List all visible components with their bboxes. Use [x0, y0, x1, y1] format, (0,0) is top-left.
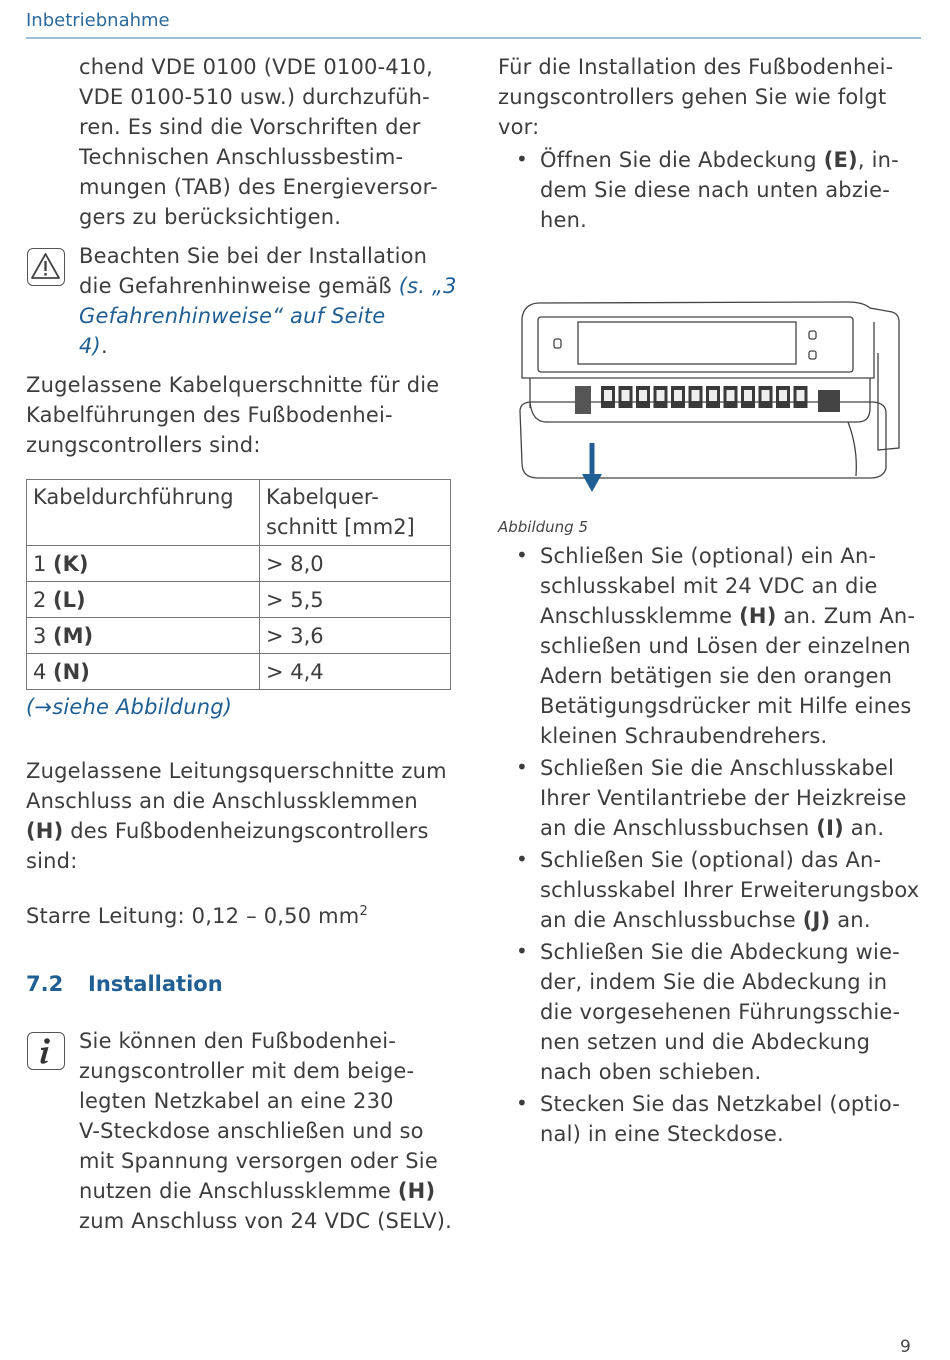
text-line [26, 400, 439, 430]
text-segment: zungscontroller mit dem beige- [79, 1059, 415, 1083]
text-segment: die vorgesehenen Führungsschie- [540, 1000, 901, 1024]
paragraph-wire-intro [26, 756, 447, 876]
cable-entry-number: 2 [33, 587, 54, 612]
text-line [26, 756, 447, 786]
text-segment: (H) [26, 819, 64, 843]
text-line [26, 816, 447, 846]
cable-entry-letter: (L) [53, 587, 86, 612]
text-line [498, 52, 893, 82]
text-segment: zungscontrollers gehen Sie wie folgt [498, 85, 887, 109]
text-segment: mit Spannung versorgen oder Sie [79, 1149, 438, 1173]
text-segment: Schließen Sie (optional) das An- [540, 848, 882, 872]
text-segment: sind: [26, 849, 78, 873]
cable-table [26, 479, 451, 690]
text-segment: an. [830, 908, 871, 932]
text-segment: , in- [857, 148, 899, 172]
table-row [27, 654, 451, 690]
running-header: Inbetriebnahme [26, 10, 170, 31]
header-rule [26, 37, 921, 39]
bullet-icon: • [516, 939, 528, 963]
section-title: Installation [88, 972, 223, 996]
text-line [540, 813, 907, 843]
text-segment: Technischen Anschlussbestim- [79, 145, 404, 169]
cross-reference-link[interactable]: (s. „3 [398, 274, 457, 298]
paragraph-install-intro [498, 52, 893, 142]
cable-entry-number: 1 [33, 551, 54, 576]
bullet-icon: • [516, 847, 528, 871]
text-segment: Öffnen Sie die Abdeckung [540, 148, 824, 172]
text-line [79, 1056, 452, 1086]
cross-section-cell: > 5,5 [260, 582, 451, 618]
text-segment: die Gefahrenhinweise gemäß [79, 274, 399, 298]
text-segment: schließen und Lösen der einzelnen [540, 634, 911, 658]
text-line [540, 541, 915, 571]
text-line [540, 721, 915, 751]
superscript: 2 [359, 904, 368, 919]
info-icon [27, 1032, 65, 1070]
text-segment: Für die Installation des Fußbodenhei- [498, 55, 894, 79]
text-segment: hen. [540, 208, 588, 232]
text-line [79, 1206, 452, 1236]
cable-entry-cell [27, 618, 260, 654]
text-line [540, 1027, 900, 1057]
text-line [540, 691, 915, 721]
text-line [540, 571, 915, 601]
terminal-socket-window [639, 390, 647, 401]
cross-section-cell: > 4,4 [260, 654, 451, 690]
text-segment: kleinen Schraubendrehers. [540, 724, 828, 748]
text-line [79, 1176, 452, 1206]
text-segment: Schließen Sie die Anschlusskabel [540, 756, 895, 780]
text-segment: zungscontrollers sind: [26, 433, 261, 457]
text-segment: chend VDE 0100 (VDE 0100-410, [79, 55, 433, 79]
text-segment: nen setzen und die Abdeckung [540, 1030, 871, 1054]
text-segment: Anschlussklemme [540, 604, 740, 628]
paragraph-vde [79, 52, 438, 232]
cable-entry-cell [27, 582, 260, 618]
text-segment: nal) in eine Steckdose. [540, 1122, 784, 1146]
text-segment: Adern betätigen sie den orangen [540, 664, 893, 688]
text-segment: Sie können den Fußbodenhei- [79, 1029, 397, 1053]
text-segment: Schließen Sie die Abdeckung wie- [540, 940, 900, 964]
bullet-icon: • [516, 147, 528, 171]
table-header-cell: Kabeldurchführung [27, 480, 260, 546]
text-line [79, 241, 457, 271]
cable-entry-number: 4 [33, 659, 54, 684]
terminal-socket-window [692, 390, 700, 401]
text-line [79, 82, 438, 112]
text-segment: Zugelassene Leitungsquerschnitte zum [26, 759, 447, 783]
text-segment: Betätigungsdrücker mit Hilfe eines [540, 694, 912, 718]
bullet-icon: • [516, 755, 528, 779]
terminal-socket-window [709, 390, 717, 401]
text-line [79, 1026, 452, 1056]
warning-icon [27, 248, 65, 286]
terminal-socket-window [727, 390, 735, 401]
device-illustration [518, 298, 904, 502]
text-segment: zum Anschluss von 24 VDC (SELV). [79, 1209, 452, 1233]
text-segment: VDE 0100-510 usw.) durchzufüh- [79, 85, 430, 109]
figure-caption: Abbildung 5 [498, 518, 589, 536]
text-segment: ren. Es sind die Vorschriften der [79, 115, 421, 139]
step-connect-24vdc [540, 541, 915, 751]
text-segment: (I) [816, 816, 844, 840]
text-line [79, 1086, 452, 1116]
text-segment: gers zu berücksichtigen. [79, 205, 342, 229]
text-line [540, 997, 900, 1027]
text-segment: an die Anschlussbuchsen [540, 816, 817, 840]
cross-reference-link[interactable]: 4) [79, 334, 101, 358]
text-segment: (J) [802, 908, 831, 932]
text-segment: Zugelassene Kabelquerschnitte für die [26, 373, 440, 397]
text-line [26, 846, 447, 876]
text-line [79, 271, 457, 301]
text-segment: V-Steckdose anschließen und so [79, 1119, 424, 1143]
text-line [26, 786, 447, 816]
text-line [79, 202, 438, 232]
rigid-line-spec [26, 897, 368, 931]
cable-entry-cell [27, 654, 260, 690]
terminal-socket-window [674, 390, 682, 401]
table-header-row [27, 480, 451, 546]
text-line [79, 172, 438, 202]
text-line [540, 937, 900, 967]
paragraph-cable-intro [26, 370, 439, 460]
cross-section-cell: > 8,0 [260, 546, 451, 582]
text-segment: nach oben schieben. [540, 1060, 762, 1084]
text-segment: an die Anschlussbuchse [540, 908, 803, 932]
text-line [79, 52, 438, 82]
table-row [27, 546, 451, 582]
terminal-socket-window [779, 390, 787, 401]
step-open-cover [540, 145, 899, 235]
terminal-socket-window [797, 390, 805, 401]
terminal-socket-window [604, 390, 612, 401]
text-segment: Ihrer Ventilantriebe der Heizkreise [540, 786, 907, 810]
text-line [79, 1146, 452, 1176]
text-line [540, 753, 907, 783]
terminal-socket-window [657, 390, 665, 401]
text-line [540, 601, 915, 631]
text-line [540, 845, 919, 875]
text-line [79, 331, 457, 361]
text-line [79, 112, 438, 142]
text-segment: nutzen die Anschlussklemme [79, 1179, 398, 1203]
bullet-icon: • [516, 543, 528, 567]
text-segment: vor: [498, 115, 540, 139]
text-segment: (E) [823, 148, 858, 172]
text-line [79, 1116, 452, 1146]
table-row [27, 582, 451, 618]
text-line [79, 301, 457, 331]
text-line [540, 175, 899, 205]
text-segment: schlusskabel mit 24 VDC an die [540, 574, 878, 598]
terminal-socket-window [744, 390, 752, 401]
text-segment: mungen (TAB) des Energieversor- [79, 175, 438, 199]
text-line [540, 631, 915, 661]
text-line [540, 905, 919, 935]
cable-entry-letter: (K) [53, 551, 89, 576]
text-line [498, 112, 893, 142]
section-number: 7.2 [26, 972, 64, 996]
text-segment: (H) [397, 1179, 436, 1203]
rigid-line-text: Starre Leitung: 0,12 – 0,50 mm [26, 904, 360, 928]
bullet-icon: • [516, 1091, 528, 1115]
text-segment: Kabelführungen des Fußbodenhei- [26, 403, 393, 427]
step-connect-actuators [540, 753, 907, 843]
text-segment: Beachten Sie bei der Installation [79, 244, 428, 268]
text-line [79, 142, 438, 172]
text-segment: legten Netzkabel an eine 230 [79, 1089, 394, 1113]
step-plug-in [540, 1089, 900, 1149]
text-line [540, 1057, 900, 1087]
cable-entry-letter: (M) [53, 623, 94, 648]
cross-section-cell: > 3,6 [260, 618, 451, 654]
text-line [540, 875, 919, 905]
info-note [79, 1026, 452, 1236]
text-line [540, 1119, 900, 1149]
text-segment: des Fußbodenheizungscontrollers [63, 819, 429, 843]
text-segment: schlusskabel Ihrer Erweiterungsbox [540, 878, 920, 902]
table-header-cell: Kabelquer- schnitt [mm2] [260, 480, 451, 546]
see-figure-link[interactable]: (→siehe Abbildung) [26, 695, 233, 719]
text-line [540, 783, 907, 813]
text-segment: an. Zum An- [776, 604, 916, 628]
text-segment: der, indem Sie die Abdeckung in [540, 970, 888, 994]
text-segment: Schließen Sie (optional) ein An- [540, 544, 877, 568]
cable-entry-letter: (N) [53, 659, 90, 684]
cable-entry-cell [27, 546, 260, 582]
step-connect-extension [540, 845, 919, 935]
text-line [498, 82, 893, 112]
warning-note [79, 241, 457, 361]
text-segment: Stecken Sie das Netzkabel (optio- [540, 1092, 901, 1116]
text-segment: an. [843, 816, 885, 840]
page-number: 9 [900, 1337, 911, 1357]
text-line [540, 661, 915, 691]
text-line [540, 967, 900, 997]
table-row [27, 618, 451, 654]
cross-reference-link[interactable]: Gefahrenhinweise“ auf Seite [79, 304, 386, 328]
text-line [540, 205, 899, 235]
text-segment: dem Sie diese nach unten abzie- [540, 178, 890, 202]
text-segment: Anschluss an die Anschlussklemmen [26, 789, 418, 813]
text-line [540, 145, 899, 175]
text-segment: . [100, 334, 108, 358]
terminal-socket-window [622, 390, 630, 401]
terminal-socket-window [762, 390, 770, 401]
text-line [540, 1089, 900, 1119]
text-line [26, 430, 439, 460]
text-segment: (H) [739, 604, 777, 628]
text-line [26, 370, 439, 400]
step-close-cover [540, 937, 900, 1087]
cable-entry-number: 3 [33, 623, 54, 648]
